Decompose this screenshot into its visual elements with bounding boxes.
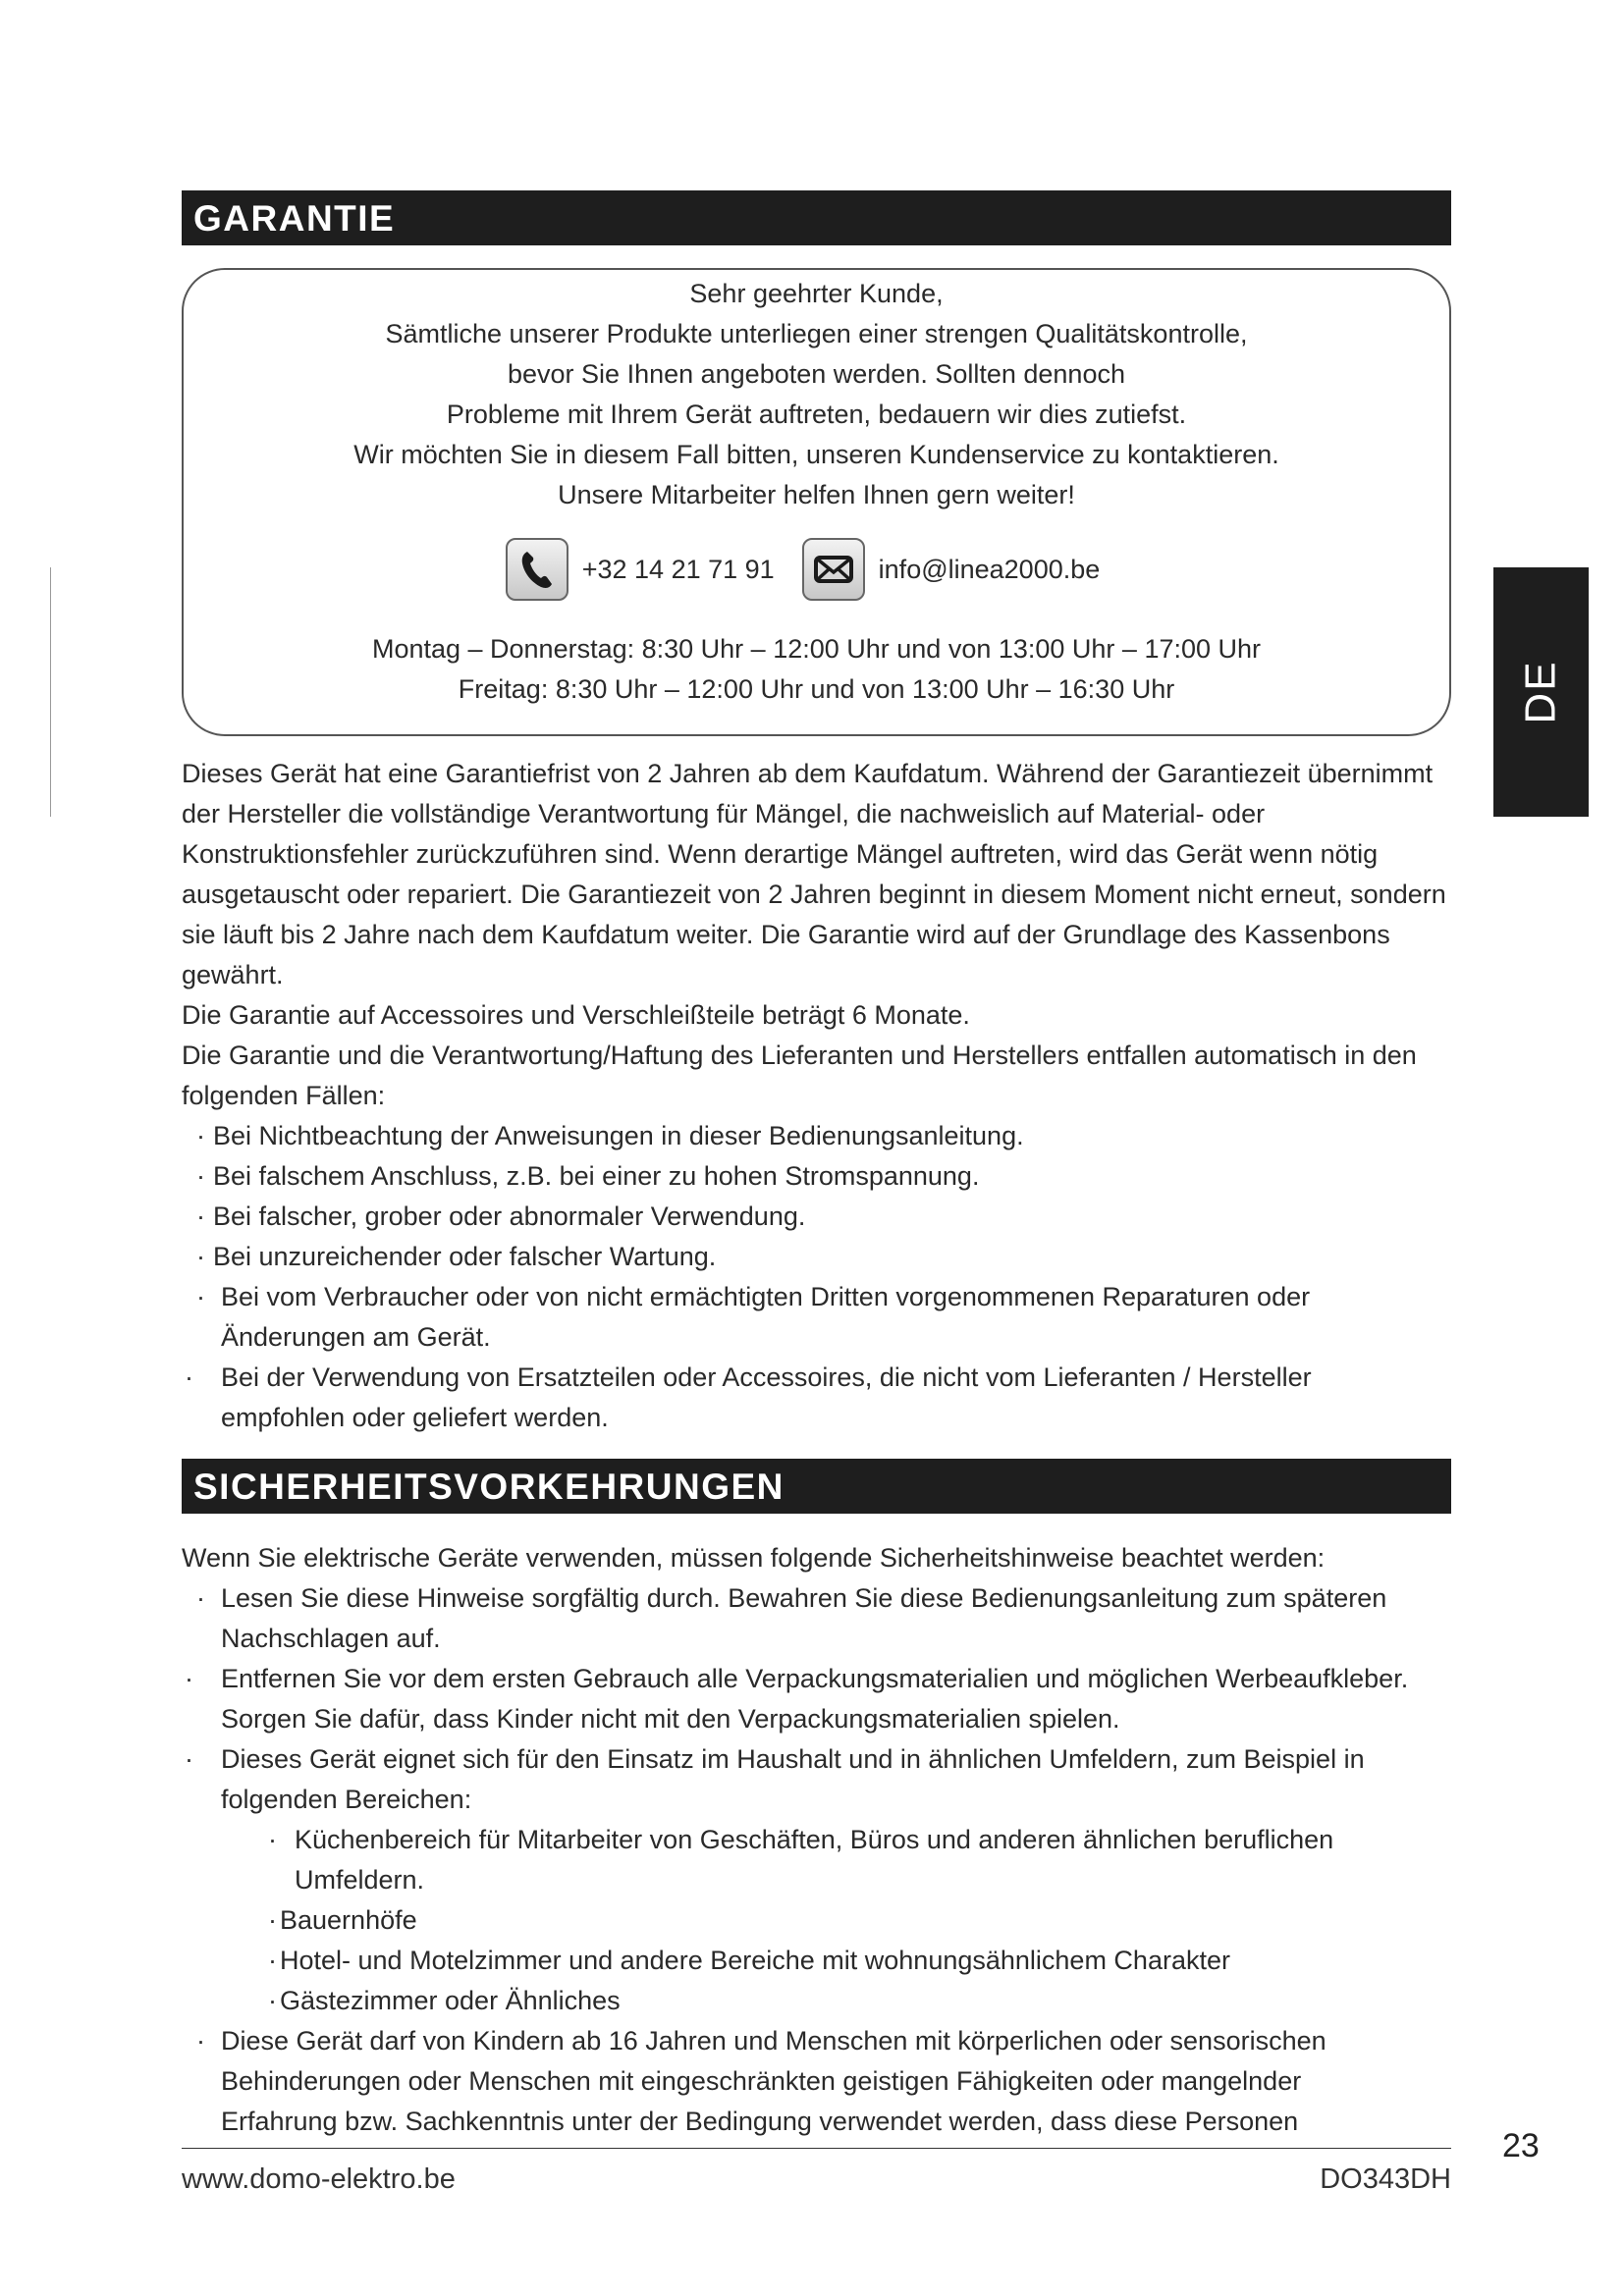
list-item: · Bei falscher, grober oder abnormaler Verwendung.	[196, 1201, 806, 1231]
greeting-line: Sehr geehrter Kunde,	[689, 279, 944, 308]
sub-list-item: · Bauernhöfe	[268, 1905, 417, 1935]
section-header-garantie: GARANTIE	[182, 190, 1451, 245]
sub-list-item-text: Küchenbereich für Mitarbeiter von Geschäften, Büros und anderen ähnlichen beruflichen Umfeldern.	[295, 1825, 1334, 1895]
language-tab	[1493, 567, 1589, 817]
list-item: · Dieses Gerät eignet sich für den Einsatz im Haushalt und in ähnlichen Umfeldern, zum Beispiel in folgenden Bereichen:	[185, 1744, 1365, 1814]
warranty-paragraph: Die Garantie auf Accessoires und Verschleißteile beträgt 6 Monate.	[182, 1000, 970, 1030]
contact-box	[182, 268, 1451, 736]
footer-model: DO343DH	[1320, 2163, 1451, 2195]
footer-divider	[182, 2148, 1451, 2149]
sub-list-item: · Küchenbereich für Mitarbeiter von Geschäften, Büros und anderen ähnlichen beruflichen Umfeldern.	[268, 1825, 1334, 1895]
envelope-icon	[802, 538, 865, 601]
list-item-text: Bei falscher, grober oder abnormaler Verwendung.	[213, 1201, 806, 1231]
list-item-text: Lesen Sie diese Hinweise sorgfältig durch. Bewahren Sie diese Bedienungsanleitung zum späteren Nachschlagen auf.	[221, 1583, 1387, 1653]
phone-number[interactable]: +32 14 21 71 91	[581, 554, 775, 584]
greeting-line: bevor Sie Ihnen angeboten werden. Sollten dennoch	[508, 359, 1125, 389]
list-item: · Bei unzureichender oder falscher Wartung.	[196, 1242, 717, 1271]
list-item: · Bei falschem Anschluss, z.B. bei einer zu hohen Stromspannung.	[196, 1161, 980, 1191]
list-item-text: Entfernen Sie vor dem ersten Gebrauch alle Verpackungsmaterialien und möglichen Werbeaufkleber. Sorgen Sie dafür, dass Kinder nicht mit den Verpackungsmaterialien spielen.	[221, 1664, 1409, 1734]
list-item-text: Bei falschem Anschluss, z.B. bei einer zu hohen Stromspannung.	[213, 1161, 980, 1191]
opening-hours	[184, 629, 1449, 710]
list-item-text: Bei vom Verbraucher oder von nicht ermächtigten Dritten vorgenommenen Reparaturen oder Änderungen am Gerät.	[221, 1282, 1311, 1352]
sub-list-item: · Hotel- und Motelzimmer und andere Bereiche mit wohnungsähnlichem Charakter	[268, 1946, 1230, 1975]
sub-list-item-text: Gästezimmer oder Ähnliches	[280, 1986, 621, 2015]
email-address[interactable]: info@linea2000.be	[878, 554, 1101, 584]
sub-list-item-text: Hotel- und Motelzimmer und andere Bereiche mit wohnungsähnlichem Charakter	[280, 1946, 1230, 1975]
phone-icon	[506, 538, 568, 601]
sub-list-item-text: Bauernhöfe	[280, 1905, 417, 1935]
list-item: · Entfernen Sie vor dem ersten Gebrauch alle Verpackungsmaterialien und möglichen Werbeaufkleber. Sorgen Sie dafür, dass Kinder nicht mit den Verpackungsmaterialien spielen.	[185, 1664, 1409, 1734]
safety-intro: Wenn Sie elektrische Geräte verwenden, müssen folgende Sicherheitshinweise beachtet werden:	[182, 1543, 1326, 1573]
language-tab-label: DE	[1516, 660, 1565, 724]
list-item-text: Bei Nichtbeachtung der Anweisungen in dieser Bedienungsanleitung.	[213, 1121, 1024, 1150]
hours-line: Montag – Donnerstag: 8:30 Uhr – 12:00 Uhr und von 13:00 Uhr – 17:00 Uhr	[371, 634, 1262, 664]
margin-line	[50, 567, 51, 817]
list-item: · Bei vom Verbraucher oder von nicht ermächtigten Dritten vorgenommenen Reparaturen oder Änderungen am Gerät.	[196, 1282, 1311, 1352]
greeting-line: Wir möchten Sie in diesem Fall bitten, unseren Kundenservice zu kontaktieren.	[353, 440, 1279, 469]
list-item-text: Bei der Verwendung von Ersatzteilen oder Accessoires, die nicht vom Lieferanten / Hersteller empfohlen oder geliefert werden.	[221, 1362, 1312, 1432]
warranty-text	[182, 754, 1458, 1438]
greeting-line: Probleme mit Ihrem Gerät auftreten, bedauern wir dies zutiefst.	[446, 400, 1187, 429]
hours-line: Freitag: 8:30 Uhr – 12:00 Uhr und von 13:00 Uhr – 16:30 Uhr	[458, 674, 1175, 704]
greeting-text	[184, 274, 1449, 515]
section-header-safety: SICHERHEITSVORKEHRUNGEN	[182, 1459, 1451, 1514]
warranty-paragraph: Dieses Gerät hat eine Garantiefrist von 2 Jahren ab dem Kaufdatum. Während der Garantiezeit übernimmt der Hersteller die vollständige Verantwortung für Mängel, die nachweislich auf Material- oder Konstruktionsfehler zurückzuführen sind. Wenn derartige Mängel auftreten, wird das Gerät wenn nötig ausgetauscht oder repariert. Die Garantiezeit von 2 Jahren beginnt in diesem Moment nicht erneut, sondern sie läuft bis 2 Jahre nach dem Kaufdatum weiter. Die Garantie wird auf der Grundlage des Kassenbons gewährt.	[182, 759, 1446, 989]
sub-list-item: · Gästezimmer oder Ähnliches	[268, 1986, 621, 2015]
list-item: · Lesen Sie diese Hinweise sorgfältig durch. Bewahren Sie diese Bedienungsanleitung zum späteren Nachschlagen auf.	[196, 1583, 1387, 1653]
footer-website[interactable]: www.domo-elektro.be	[182, 2163, 456, 2195]
warranty-paragraph: Die Garantie und die Verantwortung/Haftung des Lieferanten und Herstellers entfallen automatisch in den folgenden Fällen:	[182, 1041, 1417, 1110]
greeting-line: Sämtliche unserer Produkte unterliegen einer strengen Qualitätskontrolle,	[385, 319, 1248, 348]
list-item: · Diese Gerät darf von Kindern ab 16 Jahren und Menschen mit körperlichen oder sensorischen Behinderungen oder Menschen mit eingeschränkten geistigen Fähigkeiten oder mangelnder Erfahrung bzw. Sachkenntnis unter der Bedingung verwendet werden, dass diese Personen	[196, 2026, 1326, 2136]
list-item-text: Bei unzureichender oder falscher Wartung.	[213, 1242, 717, 1271]
list-item: · Bei der Verwendung von Ersatzteilen oder Accessoires, die nicht vom Lieferanten / Hersteller empfohlen oder geliefert werden.	[185, 1362, 1312, 1432]
page-number: 23	[1502, 2127, 1540, 2164]
list-item-text: Diese Gerät darf von Kindern ab 16 Jahren und Menschen mit körperlichen oder sensorischen Behinderungen oder Menschen mit eingeschränkten geistigen Fähigkeiten oder mangelnder Erfahrung bzw. Sachkenntnis unter der Bedingung verwendet werden, dass diese Personen	[221, 2026, 1326, 2136]
greeting-line: Unsere Mitarbeiter helfen Ihnen gern weiter!	[558, 480, 1075, 509]
list-item: · Bei Nichtbeachtung der Anweisungen in dieser Bedienungsanleitung.	[196, 1121, 1024, 1150]
safety-text	[182, 1538, 1458, 2142]
contact-row	[184, 538, 1449, 601]
list-item-text: Dieses Gerät eignet sich für den Einsatz im Haushalt und in ähnlichen Umfeldern, zum Beispiel in folgenden Bereichen:	[221, 1744, 1365, 1814]
